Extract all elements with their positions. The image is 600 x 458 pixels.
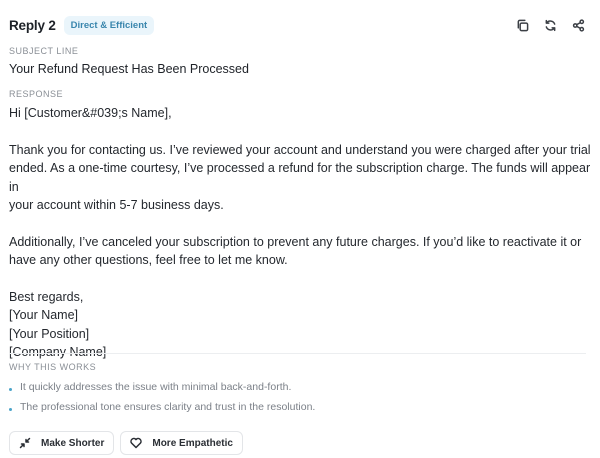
paragraph-1-line-2: ended. As a one-time courtesy, I’ve processed a refund for the subscription charge. The funds will appear in bbox=[9, 161, 591, 194]
bullet-dot-icon bbox=[9, 388, 12, 391]
style-badge: Direct & Efficient bbox=[64, 16, 155, 35]
subject-line-label: SUBJECT LINE bbox=[9, 46, 79, 56]
signoff: Best regards, bbox=[9, 290, 84, 305]
paragraph-2-line-1: Additionally, I’ve canceled your subscription to prevent any future charges. If you’d like to reactivate it or bbox=[9, 234, 582, 249]
refine-buttons bbox=[9, 431, 243, 455]
copy-icon bbox=[516, 19, 529, 32]
divider bbox=[9, 353, 586, 354]
share-button[interactable] bbox=[570, 14, 586, 36]
why-list bbox=[9, 377, 315, 417]
heart-icon bbox=[130, 437, 142, 449]
more-empathetic-button[interactable]: More Empathetic bbox=[120, 431, 243, 455]
reply-header bbox=[9, 14, 586, 36]
paragraph-1-line-3: your account within 5-7 business days. bbox=[9, 198, 224, 213]
subject-line: Your Refund Request Has Been Processed bbox=[9, 62, 249, 76]
reply-title: Reply 2 bbox=[9, 17, 56, 33]
greeting: Hi [Customer&#039;s Name], bbox=[9, 106, 172, 120]
bullet-dot-icon bbox=[9, 408, 12, 411]
paragraph-2-line-2: have any other questions, feel free to let me know. bbox=[9, 253, 288, 268]
refresh-icon bbox=[544, 19, 557, 32]
header-actions bbox=[514, 14, 586, 36]
paragraph-1-line-1: Thank you for contacting us. I’ve reviewed your account and understand you were charged after your trial bbox=[9, 142, 591, 157]
why-this-works-label: WHY THIS WORKS bbox=[9, 362, 97, 372]
share-icon bbox=[572, 19, 585, 32]
regenerate-button[interactable] bbox=[542, 14, 558, 36]
response-label: RESPONSE bbox=[9, 89, 64, 99]
why-item: The professional tone ensures clarity and trust in the resolution. bbox=[9, 397, 315, 417]
minimize-arrows-icon bbox=[19, 437, 31, 449]
why-item: It quickly addresses the issue with minimal back-and-forth. bbox=[9, 377, 315, 397]
copy-button[interactable] bbox=[514, 14, 530, 36]
signature-name: [Your Name] bbox=[9, 308, 79, 323]
response-body bbox=[9, 104, 594, 362]
signature-position: [Your Position] bbox=[9, 326, 90, 341]
make-shorter-button[interactable]: Make Shorter bbox=[9, 431, 114, 455]
